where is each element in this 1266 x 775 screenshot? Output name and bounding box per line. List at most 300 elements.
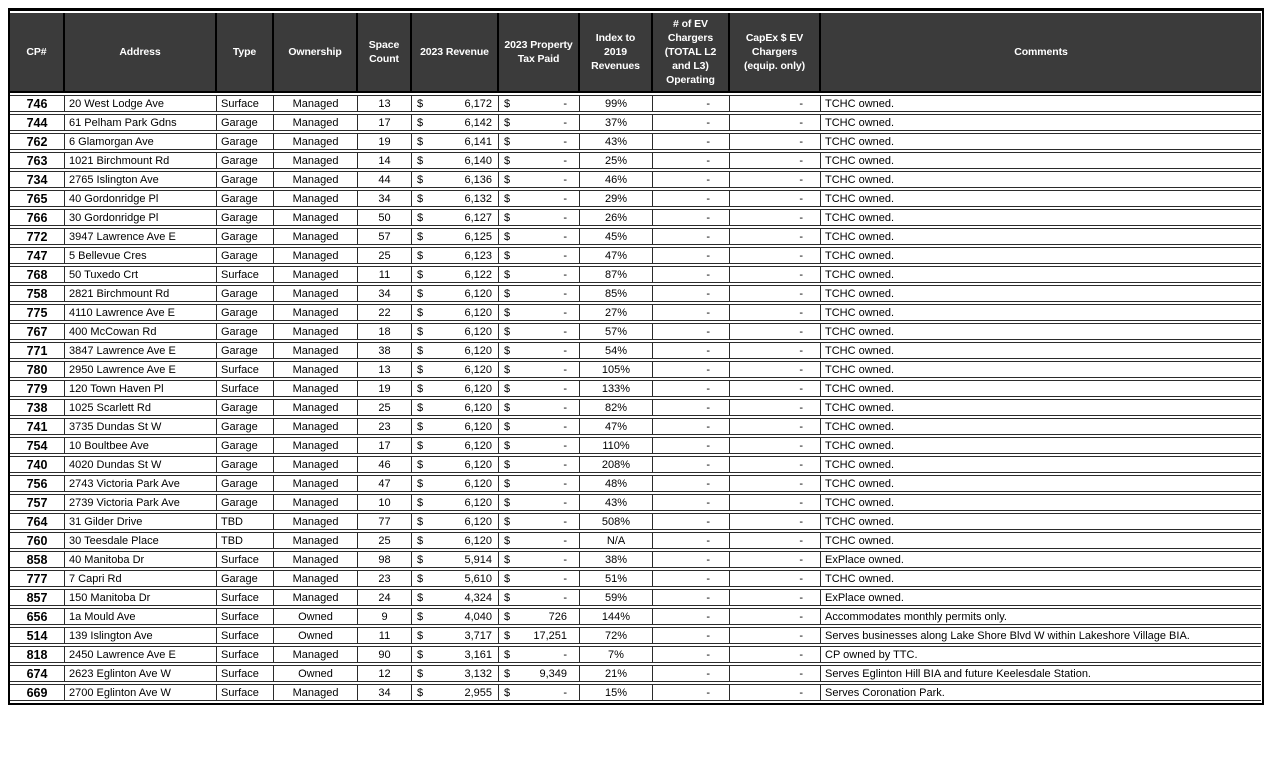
cell-type: Garage: [217, 152, 274, 169]
revenue-amount: [412, 115, 498, 130]
cell-2023-revenue: [412, 608, 499, 625]
currency-symbol: $: [504, 173, 511, 186]
property-tax-amount: [499, 248, 579, 263]
currency-symbol: $: [417, 230, 424, 243]
property-tax-amount: [499, 609, 579, 624]
cell-ev-chargers: -: [653, 437, 730, 454]
currency-symbol: $: [504, 211, 511, 224]
table-row: [10, 361, 1261, 378]
currency-symbol: $: [504, 458, 511, 471]
currency-symbol: $: [417, 420, 424, 433]
cell-property-tax: [499, 608, 580, 625]
revenue-value: 6,120: [464, 306, 492, 319]
property-tax-amount: [499, 571, 579, 586]
currency-symbol: $: [417, 572, 424, 585]
revenue-amount: [412, 286, 498, 301]
cell-ev-chargers: -: [653, 304, 730, 321]
cell-cp-number: 775: [10, 304, 65, 321]
revenue-amount: [412, 628, 498, 643]
cell-type: Surface: [217, 551, 274, 568]
cell-ev-chargers: -: [653, 646, 730, 663]
cell-capex-ev: -: [730, 171, 821, 188]
cell-comments: TCHC owned.: [821, 342, 1261, 359]
table-row: [10, 152, 1261, 169]
table-header: [10, 13, 1261, 93]
cell-address: 2450 Lawrence Ave E: [65, 646, 217, 663]
table-row: [10, 190, 1261, 207]
cell-2023-revenue: [412, 361, 499, 378]
cell-space-count: 23: [358, 570, 412, 587]
property-tax-amount: [499, 343, 579, 358]
cell-2023-revenue: [412, 133, 499, 150]
table-row: [10, 456, 1261, 473]
currency-symbol: $: [417, 534, 424, 547]
cell-2023-revenue: [412, 152, 499, 169]
revenue-amount: [412, 438, 498, 453]
revenue-value: 2,955: [464, 686, 492, 699]
cell-ownership: Managed: [274, 494, 358, 511]
cell-2023-revenue: [412, 646, 499, 663]
col-header-comments: Comments: [821, 13, 1261, 93]
cell-2023-revenue: [412, 342, 499, 359]
cell-cp-number: 754: [10, 437, 65, 454]
cell-cp-number: 768: [10, 266, 65, 283]
table-row: [10, 437, 1261, 454]
cell-comments: TCHC owned.: [821, 209, 1261, 226]
cell-ownership: Managed: [274, 418, 358, 435]
cell-space-count: 47: [358, 475, 412, 492]
revenue-amount: [412, 229, 498, 244]
property-tax-amount: [499, 362, 579, 377]
cell-ownership: Managed: [274, 342, 358, 359]
cell-address: 139 Islington Ave: [65, 627, 217, 644]
cell-comments: TCHC owned.: [821, 361, 1261, 378]
cell-space-count: 25: [358, 247, 412, 264]
currency-symbol: $: [417, 287, 424, 300]
cell-ownership: Owned: [274, 608, 358, 625]
cell-space-count: 18: [358, 323, 412, 340]
currency-symbol: $: [417, 249, 424, 262]
currency-symbol: $: [417, 686, 424, 699]
cell-ev-chargers: -: [653, 266, 730, 283]
cell-comments: TCHC owned.: [821, 247, 1261, 264]
property-tax-amount: [499, 172, 579, 187]
cell-comments: TCHC owned.: [821, 228, 1261, 245]
cell-cp-number: 747: [10, 247, 65, 264]
cell-capex-ev: -: [730, 437, 821, 454]
currency-symbol: $: [504, 268, 511, 281]
tax-value: -: [563, 382, 567, 395]
revenue-value: 4,040: [464, 610, 492, 623]
revenue-amount: [412, 685, 498, 700]
cell-ev-chargers: -: [653, 608, 730, 625]
property-tax-amount: [499, 134, 579, 149]
cell-comments: TCHC owned.: [821, 513, 1261, 530]
cell-address: 20 West Lodge Ave: [65, 95, 217, 112]
cell-address: 2743 Victoria Park Ave: [65, 475, 217, 492]
currency-symbol: $: [504, 553, 511, 566]
tax-value: -: [563, 648, 567, 661]
cell-space-count: 34: [358, 684, 412, 701]
currency-symbol: $: [417, 306, 424, 319]
tax-value: -: [563, 344, 567, 357]
cell-ev-chargers: -: [653, 627, 730, 644]
col-header-index-2019: Index to 2019 Revenues: [580, 13, 653, 93]
cell-space-count: 34: [358, 285, 412, 302]
cell-ownership: Managed: [274, 285, 358, 302]
cell-capex-ev: -: [730, 684, 821, 701]
revenue-value: 6,142: [464, 116, 492, 129]
currency-symbol: $: [504, 648, 511, 661]
currency-symbol: $: [504, 591, 511, 604]
cell-ev-chargers: -: [653, 494, 730, 511]
cell-space-count: 17: [358, 114, 412, 131]
cell-capex-ev: -: [730, 513, 821, 530]
currency-symbol: $: [504, 667, 511, 680]
cell-index-to-2019: 87%: [580, 266, 653, 283]
cell-cp-number: 777: [10, 570, 65, 587]
revenue-value: 6,123: [464, 249, 492, 262]
table-row: [10, 399, 1261, 416]
cell-space-count: 11: [358, 627, 412, 644]
cell-capex-ev: -: [730, 551, 821, 568]
cell-ownership: Managed: [274, 475, 358, 492]
cell-type: Garage: [217, 570, 274, 587]
cell-property-tax: [499, 209, 580, 226]
cell-type: Garage: [217, 456, 274, 473]
cell-ownership: Managed: [274, 171, 358, 188]
cell-address: 10 Boultbee Ave: [65, 437, 217, 454]
cell-type: Garage: [217, 209, 274, 226]
cell-ownership: Managed: [274, 380, 358, 397]
property-tax-amount: [499, 324, 579, 339]
cell-2023-revenue: [412, 304, 499, 321]
revenue-amount: [412, 210, 498, 225]
cell-index-to-2019: 110%: [580, 437, 653, 454]
header-row: [10, 13, 1261, 93]
cell-address: 4020 Dundas St W: [65, 456, 217, 473]
cell-space-count: 24: [358, 589, 412, 606]
currency-symbol: $: [417, 648, 424, 661]
cell-index-to-2019: 59%: [580, 589, 653, 606]
cell-2023-revenue: [412, 247, 499, 264]
currency-symbol: $: [417, 135, 424, 148]
revenue-amount: [412, 381, 498, 396]
cell-cp-number: 762: [10, 133, 65, 150]
cell-capex-ev: -: [730, 152, 821, 169]
cell-comments: TCHC owned.: [821, 285, 1261, 302]
revenue-value: 6,141: [464, 135, 492, 148]
cell-index-to-2019: 38%: [580, 551, 653, 568]
revenue-amount: [412, 343, 498, 358]
cell-index-to-2019: 47%: [580, 418, 653, 435]
cell-property-tax: [499, 418, 580, 435]
cell-ownership: Managed: [274, 304, 358, 321]
cell-ownership: Owned: [274, 665, 358, 682]
cell-type: Garage: [217, 171, 274, 188]
cell-ev-chargers: -: [653, 399, 730, 416]
revenue-amount: [412, 495, 498, 510]
cell-type: Surface: [217, 95, 274, 112]
cell-comments: TCHC owned.: [821, 456, 1261, 473]
cell-address: 1a Mould Ave: [65, 608, 217, 625]
cell-space-count: 25: [358, 532, 412, 549]
cell-address: 3735 Dundas St W: [65, 418, 217, 435]
table-row: [10, 589, 1261, 606]
cell-space-count: 11: [358, 266, 412, 283]
cell-capex-ev: -: [730, 456, 821, 473]
cell-type: Garage: [217, 323, 274, 340]
currency-symbol: $: [504, 439, 511, 452]
cell-ev-chargers: -: [653, 665, 730, 682]
cell-ev-chargers: -: [653, 228, 730, 245]
cell-2023-revenue: [412, 114, 499, 131]
table-row: [10, 551, 1261, 568]
tax-value: -: [563, 401, 567, 414]
cell-index-to-2019: 51%: [580, 570, 653, 587]
cell-ev-chargers: -: [653, 209, 730, 226]
cell-property-tax: [499, 437, 580, 454]
currency-symbol: $: [504, 572, 511, 585]
cell-cp-number: 738: [10, 399, 65, 416]
cell-2023-revenue: [412, 570, 499, 587]
cell-index-to-2019: 133%: [580, 380, 653, 397]
table-row: [10, 570, 1261, 587]
cell-index-to-2019: 85%: [580, 285, 653, 302]
cell-ev-chargers: -: [653, 456, 730, 473]
currency-symbol: $: [504, 610, 511, 623]
revenue-value: 4,324: [464, 591, 492, 604]
table-row: [10, 418, 1261, 435]
revenue-amount: [412, 400, 498, 415]
cell-comments: TCHC owned.: [821, 399, 1261, 416]
cell-comments: TCHC owned.: [821, 114, 1261, 131]
revenue-amount: [412, 267, 498, 282]
cell-capex-ev: -: [730, 494, 821, 511]
cell-2023-revenue: [412, 323, 499, 340]
tax-value: -: [563, 306, 567, 319]
cell-index-to-2019: N/A: [580, 532, 653, 549]
property-tax-amount: [499, 381, 579, 396]
cell-2023-revenue: [412, 228, 499, 245]
col-header-space-count: Space Count: [358, 13, 412, 93]
tax-value: -: [563, 439, 567, 452]
revenue-amount: [412, 96, 498, 111]
tax-value: -: [563, 211, 567, 224]
cell-address: 120 Town Haven Pl: [65, 380, 217, 397]
cell-ownership: Managed: [274, 399, 358, 416]
tax-value: -: [563, 515, 567, 528]
parking-lots-table: [10, 11, 1261, 703]
cell-index-to-2019: 43%: [580, 494, 653, 511]
cell-space-count: 19: [358, 133, 412, 150]
cell-space-count: 57: [358, 228, 412, 245]
cell-cp-number: 779: [10, 380, 65, 397]
property-tax-amount: [499, 628, 579, 643]
cell-index-to-2019: 508%: [580, 513, 653, 530]
currency-symbol: $: [504, 534, 511, 547]
cell-capex-ev: -: [730, 418, 821, 435]
cell-capex-ev: -: [730, 304, 821, 321]
cell-capex-ev: -: [730, 665, 821, 682]
revenue-amount: [412, 590, 498, 605]
cell-address: 4110 Lawrence Ave E: [65, 304, 217, 321]
property-tax-amount: [499, 666, 579, 681]
revenue-value: 6,136: [464, 173, 492, 186]
property-tax-amount: [499, 96, 579, 111]
cell-comments: TCHC owned.: [821, 418, 1261, 435]
cell-comments: Serves Coronation Park.: [821, 684, 1261, 701]
cell-capex-ev: -: [730, 646, 821, 663]
cell-2023-revenue: [412, 551, 499, 568]
cell-property-tax: [499, 171, 580, 188]
cell-cp-number: 818: [10, 646, 65, 663]
currency-symbol: $: [504, 325, 511, 338]
property-tax-amount: [499, 590, 579, 605]
table-row: [10, 285, 1261, 302]
cell-type: Garage: [217, 418, 274, 435]
cell-type: Surface: [217, 684, 274, 701]
revenue-amount: [412, 191, 498, 206]
col-header-cp-number: CP#: [10, 13, 65, 93]
cell-index-to-2019: 48%: [580, 475, 653, 492]
cell-ownership: Managed: [274, 95, 358, 112]
cell-index-to-2019: 105%: [580, 361, 653, 378]
cell-comments: TCHC owned.: [821, 304, 1261, 321]
cell-index-to-2019: 37%: [580, 114, 653, 131]
revenue-value: 6,120: [464, 382, 492, 395]
cell-space-count: 19: [358, 380, 412, 397]
table-row: [10, 304, 1261, 321]
cell-address: 61 Pelham Park Gdns: [65, 114, 217, 131]
cell-2023-revenue: [412, 513, 499, 530]
cell-type: Garage: [217, 494, 274, 511]
currency-symbol: $: [417, 382, 424, 395]
cell-2023-revenue: [412, 171, 499, 188]
cell-address: 50 Tuxedo Crt: [65, 266, 217, 283]
cell-type: TBD: [217, 532, 274, 549]
currency-symbol: $: [417, 154, 424, 167]
cell-property-tax: [499, 570, 580, 587]
revenue-amount: [412, 514, 498, 529]
cell-2023-revenue: [412, 95, 499, 112]
cell-comments: ExPlace owned.: [821, 551, 1261, 568]
revenue-value: 3,132: [464, 667, 492, 680]
cell-capex-ev: -: [730, 570, 821, 587]
cell-comments: TCHC owned.: [821, 475, 1261, 492]
currency-symbol: $: [504, 629, 511, 642]
revenue-value: 6,172: [464, 97, 492, 110]
cell-capex-ev: -: [730, 475, 821, 492]
cell-ev-chargers: -: [653, 380, 730, 397]
cell-address: 2765 Islington Ave: [65, 171, 217, 188]
currency-symbol: $: [504, 477, 511, 490]
table-row: [10, 342, 1261, 359]
cell-type: Garage: [217, 304, 274, 321]
revenue-value: 6,120: [464, 458, 492, 471]
cell-index-to-2019: 47%: [580, 247, 653, 264]
cell-ownership: Owned: [274, 627, 358, 644]
tax-value: -: [563, 135, 567, 148]
cell-space-count: 13: [358, 95, 412, 112]
revenue-value: 6,120: [464, 325, 492, 338]
tax-value: -: [563, 534, 567, 547]
property-tax-amount: [499, 457, 579, 472]
property-tax-amount: [499, 514, 579, 529]
cell-address: 40 Gordonridge Pl: [65, 190, 217, 207]
currency-symbol: $: [417, 629, 424, 642]
cell-ownership: Managed: [274, 190, 358, 207]
cell-ev-chargers: -: [653, 285, 730, 302]
currency-symbol: $: [417, 211, 424, 224]
property-tax-amount: [499, 267, 579, 282]
cell-address: 31 Gilder Drive: [65, 513, 217, 530]
cell-ownership: Managed: [274, 437, 358, 454]
cell-ev-chargers: -: [653, 171, 730, 188]
col-header-ownership: Ownership: [274, 13, 358, 93]
property-tax-amount: [499, 647, 579, 662]
cell-index-to-2019: 27%: [580, 304, 653, 321]
cell-type: Garage: [217, 399, 274, 416]
cell-capex-ev: -: [730, 285, 821, 302]
currency-symbol: $: [504, 230, 511, 243]
col-header-type: Type: [217, 13, 274, 93]
revenue-amount: [412, 666, 498, 681]
cell-cp-number: 656: [10, 608, 65, 625]
revenue-value: 5,610: [464, 572, 492, 585]
cell-address: 3847 Lawrence Ave E: [65, 342, 217, 359]
cell-index-to-2019: 15%: [580, 684, 653, 701]
cell-capex-ev: -: [730, 247, 821, 264]
cell-2023-revenue: [412, 532, 499, 549]
cell-index-to-2019: 7%: [580, 646, 653, 663]
tax-value: -: [563, 116, 567, 129]
cell-2023-revenue: [412, 399, 499, 416]
cell-space-count: 12: [358, 665, 412, 682]
cell-index-to-2019: 21%: [580, 665, 653, 682]
cell-index-to-2019: 99%: [580, 95, 653, 112]
cell-ev-chargers: -: [653, 684, 730, 701]
currency-symbol: $: [417, 268, 424, 281]
property-tax-amount: [499, 438, 579, 453]
tax-value: -: [563, 477, 567, 490]
currency-symbol: $: [417, 439, 424, 452]
table-row: [10, 608, 1261, 625]
currency-symbol: $: [417, 173, 424, 186]
cell-comments: TCHC owned.: [821, 532, 1261, 549]
revenue-amount: [412, 172, 498, 187]
cell-index-to-2019: 43%: [580, 133, 653, 150]
parking-table-body: [10, 95, 1261, 701]
cell-comments: CP owned by TTC.: [821, 646, 1261, 663]
cell-ownership: Managed: [274, 247, 358, 264]
cell-address: 3947 Lawrence Ave E: [65, 228, 217, 245]
tax-value: -: [563, 268, 567, 281]
cell-cp-number: 772: [10, 228, 65, 245]
cell-space-count: 46: [358, 456, 412, 473]
cell-ev-chargers: -: [653, 247, 730, 264]
cell-comments: TCHC owned.: [821, 133, 1261, 150]
cell-capex-ev: -: [730, 323, 821, 340]
table-row: [10, 247, 1261, 264]
cell-space-count: 13: [358, 361, 412, 378]
cell-type: Garage: [217, 114, 274, 131]
currency-symbol: $: [504, 401, 511, 414]
table-row: [10, 380, 1261, 397]
cell-index-to-2019: 54%: [580, 342, 653, 359]
cell-capex-ev: -: [730, 133, 821, 150]
currency-symbol: $: [504, 249, 511, 262]
